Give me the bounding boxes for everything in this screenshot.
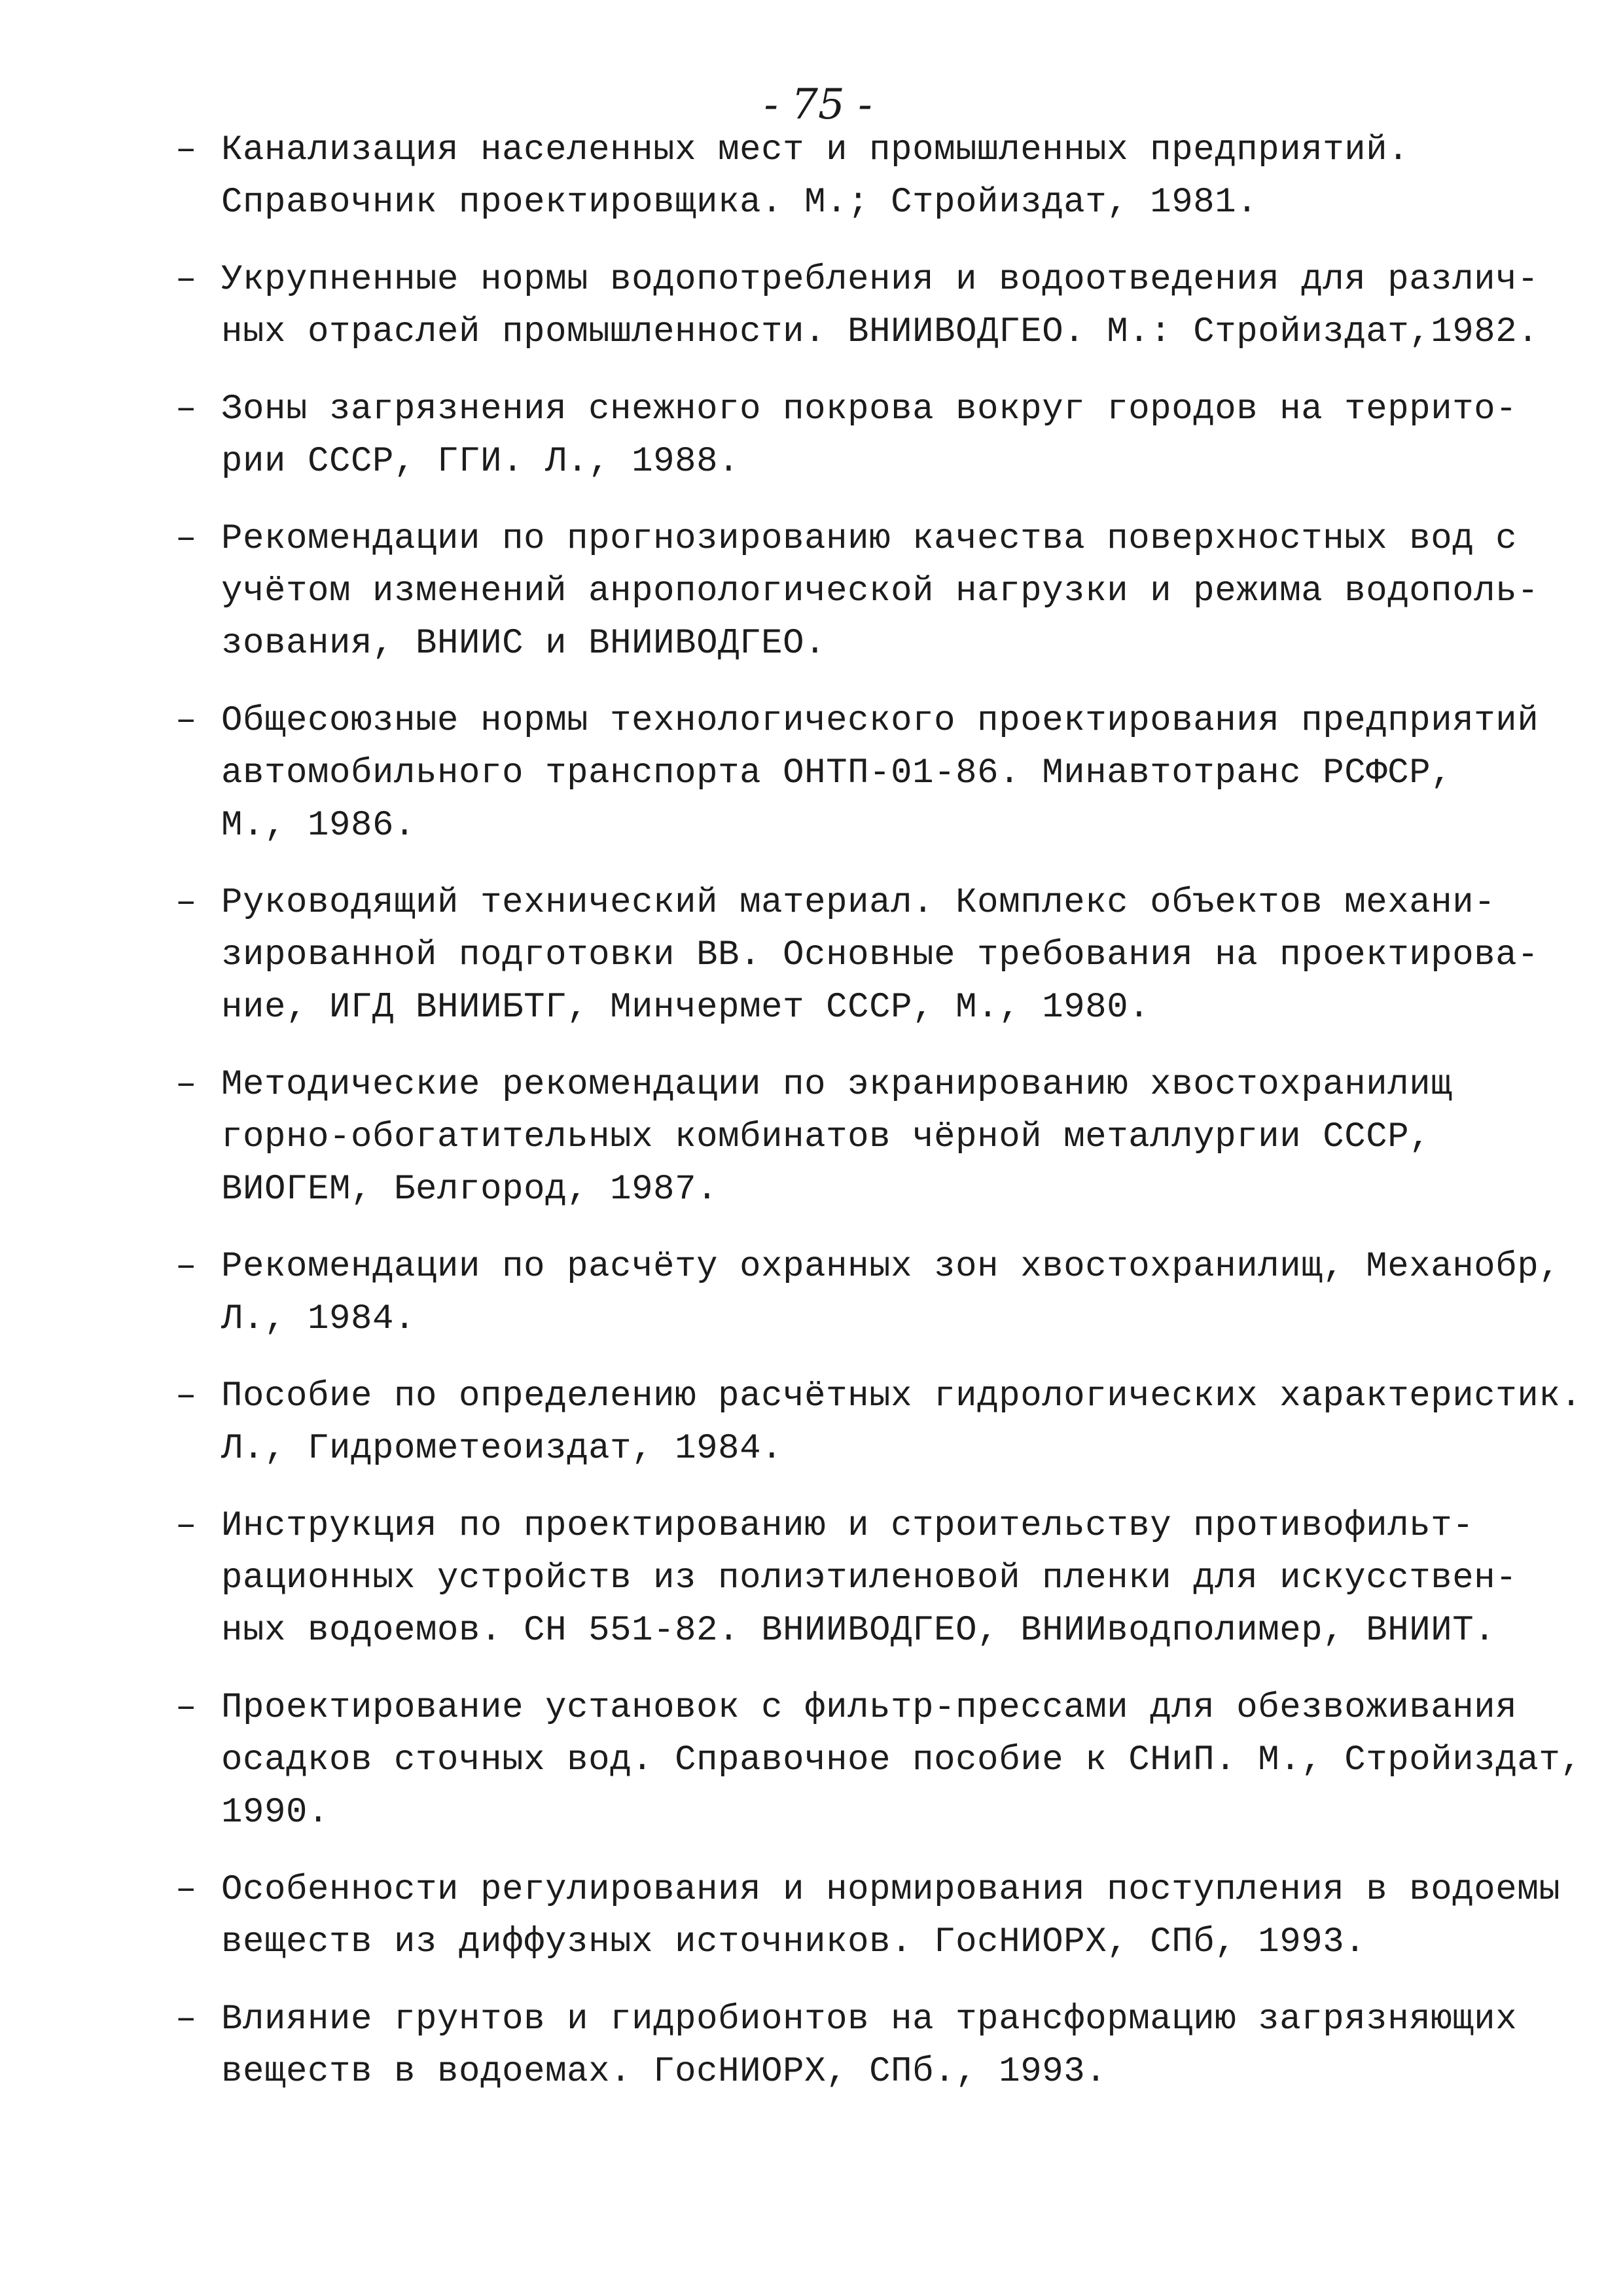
list-dash: – [175, 260, 197, 300]
reference-line: Руководящий технический материал. Комплекс объектов механи- [221, 883, 1496, 923]
reference-line: автомобильного транспорта ОНТП-01-86. Минавтотранс РСФСР, [221, 753, 1453, 793]
list-dash: – [175, 701, 197, 741]
list-dash: – [175, 130, 197, 170]
reference-line: ВИОГЕМ, Белгород, 1987. [221, 1170, 719, 1210]
reference-item [175, 1682, 1582, 1839]
reference-item [175, 254, 1539, 359]
reference-line: Рекомендации по прогнозированию качества поверхностных вод с [221, 519, 1518, 559]
reference-line: Канализация населенных мест и промышленных предприятий. [221, 130, 1410, 170]
list-dash: – [175, 1870, 197, 1910]
reference-line: Общесоюзные нормы технологического проектирования предприятий [221, 701, 1539, 741]
reference-line: Зоны загрязнения снежного покрова вокруг городов на террито- [221, 389, 1518, 429]
reference-line: веществ из диффузных источников. ГосНИОРХ, СПб, 1993. [221, 1922, 1366, 1962]
reference-item [175, 877, 1539, 1034]
list-dash: – [175, 389, 197, 429]
reference-item [175, 384, 1518, 488]
reference-item [175, 1241, 1561, 1346]
list-dash: – [175, 2000, 197, 2039]
reference-item [175, 513, 1539, 670]
reference-item [175, 1500, 1518, 1657]
list-dash: – [175, 883, 197, 923]
reference-line: горно-обогатительных комбинатов чёрной металлургии СССР, [221, 1117, 1431, 1157]
list-dash: – [175, 1688, 197, 1728]
list-dash: – [175, 1247, 197, 1287]
reference-line: Влияние грунтов и гидробионтов на трансформацию загрязняющих [221, 2000, 1518, 2039]
reference-line: М., 1986. [221, 806, 416, 846]
reference-line: 1990. [221, 1793, 330, 1833]
reference-item [175, 1994, 1518, 2098]
list-dash: – [175, 1376, 197, 1416]
reference-line: осадков сточных вод. Справочное пособие к СНиП. М., Стройиздат, [221, 1740, 1582, 1780]
reference-line: Методические рекомендации по экранированию хвостохранилищ [221, 1065, 1453, 1105]
page-number: - 75 - [764, 81, 872, 129]
reference-list [175, 124, 1582, 2123]
reference-item [175, 1059, 1484, 1216]
reference-item [175, 124, 1484, 229]
reference-line: Пособие по определению расчётных гидрологических характеристик. [221, 1376, 1582, 1416]
reference-line: рии СССР, ГГИ. Л., 1988. [221, 442, 740, 482]
reference-line: ние, ИГД ВНИИБТГ, Минчермет СССР, М., 1980. [221, 988, 1150, 1028]
reference-line: Особенности регулирования и нормирования поступления в водоемы [221, 1870, 1561, 1910]
list-dash: – [175, 519, 197, 559]
reference-line: ных водоемов. СН 551-82. ВНИИВОДГЕО, ВНИИводполимер, ВНИИТ. [221, 1611, 1496, 1651]
reference-line: учётом изменений анропологической нагрузки и режима водополь- [221, 571, 1539, 611]
reference-item [175, 1864, 1561, 1969]
list-dash: – [175, 1506, 197, 1546]
reference-line: Л., Гидрометеоиздат, 1984. [221, 1429, 783, 1469]
reference-line: веществ в водоемах. ГосНИОРХ, СПб., 1993. [221, 2052, 1107, 2092]
reference-item [175, 1371, 1582, 1475]
reference-line: Рекомендации по расчёту охранных зон хвостохранилищ, Механобр, [221, 1247, 1561, 1287]
reference-line: Укрупненные нормы водопотребления и водоотведения для различ- [221, 260, 1539, 300]
reference-line: Проектирование установок с фильтр-прессами для обезвоживания [221, 1688, 1518, 1728]
reference-item [175, 695, 1539, 852]
reference-line: зования, ВНИИС и ВНИИВОДГЕО. [221, 624, 827, 664]
reference-line: Инструкция по проектированию и строительству противофильт- [221, 1506, 1474, 1546]
list-dash: – [175, 1065, 197, 1105]
reference-line: зированной подготовки ВВ. Основные требования на проектирова- [221, 935, 1539, 975]
reference-line: ных отраслей промышленности. ВНИИВОДГЕО. М.: Стройиздат,1982. [221, 312, 1539, 352]
reference-line: Л., 1984. [221, 1299, 416, 1339]
reference-line: Справочник проектировщика. М.; Стройиздат, 1981. [221, 183, 1258, 223]
reference-line: рационных устройств из полиэтиленовой пленки для искусствен- [221, 1558, 1518, 1598]
